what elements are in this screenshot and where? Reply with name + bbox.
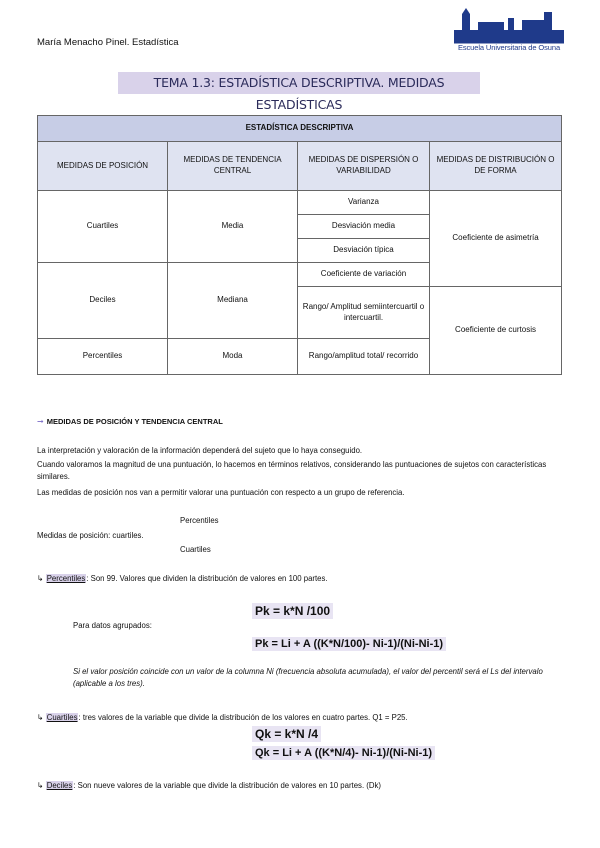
cell-desviacion-media: Desviación media xyxy=(298,215,430,239)
pos-cuartiles: Cuartiles xyxy=(180,545,211,554)
cell-moda: Moda xyxy=(168,339,298,375)
cell-rango-semi: Rango/ Amplitud semiintercuartil o intercuartil. xyxy=(298,287,430,339)
pos-percentiles: Percentiles xyxy=(180,516,219,525)
pk-grouped-formula: Pk = Li + A ((K*N/100)- Ni-1)/(Ni-Ni-1) xyxy=(252,634,446,652)
corner-arrow-icon: ↳ xyxy=(37,574,44,583)
deciles-term: Deciles xyxy=(46,781,73,790)
author-line: María Menacho Pinel. Estadística xyxy=(37,37,179,48)
deciles-line xyxy=(37,780,567,792)
cuartiles-line xyxy=(37,712,567,724)
cell-deciles: Deciles xyxy=(38,263,168,339)
col-header-tendencia: MEDIDAS DE TENDENCIA CENTRAL xyxy=(168,142,298,191)
grouped-label: Para datos agrupados: xyxy=(73,621,152,630)
deciles-def: : Son nueve valores de la variable que divide la distribución de valores en 10 partes. (Dk) xyxy=(73,781,382,790)
arrow-right-icon: ➞ xyxy=(37,417,44,426)
qk-grouped-formula: Qk = Li + A ((K*N/4)- Ni-1)/(Ni-Ni-1) xyxy=(252,743,435,761)
cell-varianza: Varianza xyxy=(298,191,430,215)
col-header-posicion: MEDIDAS DE POSICIÓN xyxy=(38,142,168,191)
measures-table xyxy=(37,115,562,375)
cuartiles-term: Cuartiles xyxy=(46,713,78,722)
cell-desviacion-tipica: Desviación típica xyxy=(298,239,430,263)
cuartiles-def: : tres valores de la variable que divide la distribución de los valores en cuatro partes. Q1 = P25. xyxy=(78,713,408,722)
cell-cuartiles: Cuartiles xyxy=(38,191,168,263)
university-name: Escuela Universitaria de Osuna xyxy=(457,43,561,52)
cell-rango-total: Rango/amplitud total/ recorrido xyxy=(298,339,430,375)
table-main-header: ESTADÍSTICA DESCRIPTIVA xyxy=(38,116,562,142)
note-italic: Si el valor posición coincide con un valor de la columna Ni (frecuencia absoluta acumulada), el valor del percentil será el Ls del intervalo (aplicable a los tres). xyxy=(73,667,543,688)
pos-label: Medidas de posición: cuartiles. xyxy=(37,531,144,540)
paragraph-1: La interpretación y valoración de la información dependerá del sujeto que lo haya conseguido. xyxy=(37,446,363,455)
percentiles-line xyxy=(37,573,567,585)
page-title: TEMA 1.3: ESTADÍSTICA DESCRIPTIVA. MEDIDAS ESTADÍSTICAS xyxy=(118,72,480,94)
qk-simple-formula: Qk = k*N /4 xyxy=(252,725,321,743)
section-heading: ➞ MEDIDAS DE POSICIÓN Y TENDENCIA CENTRAL xyxy=(37,417,223,426)
cell-asimetria: Coeficiente de asimetría xyxy=(430,191,562,287)
cell-coef-variacion: Coeficiente de variación xyxy=(298,263,430,287)
percentiles-term: Percentiles xyxy=(46,574,86,583)
col-header-dispersion: MEDIDAS DE DISPERSIÓN O VARIABILIDAD xyxy=(298,142,430,191)
paragraph-3: Las medidas de posición nos van a permitir valorar una puntuación con respecto a un grupo de referencia. xyxy=(37,488,405,497)
corner-arrow-icon: ↳ xyxy=(37,713,44,722)
percentiles-def: : Son 99. Valores que dividen la distribución de valores en 100 partes. xyxy=(86,574,328,583)
corner-arrow-icon: ↳ xyxy=(37,781,44,790)
col-header-forma: MEDIDAS DE DISTRIBUCIÓN O DE FORMA xyxy=(430,142,562,191)
cell-media: Media xyxy=(168,191,298,263)
pk-simple-formula: Pk = k*N /100 xyxy=(252,602,333,620)
cell-curtosis: Coeficiente de curtosis xyxy=(430,287,562,375)
paragraph-2: Cuando valoramos la magnitud de una puntuación, lo hacemos en términos relativos, considerando las puntuaciones de sujetos con características similares. xyxy=(37,460,547,481)
cell-mediana: Mediana xyxy=(168,263,298,339)
cell-percentiles: Percentiles xyxy=(38,339,168,375)
